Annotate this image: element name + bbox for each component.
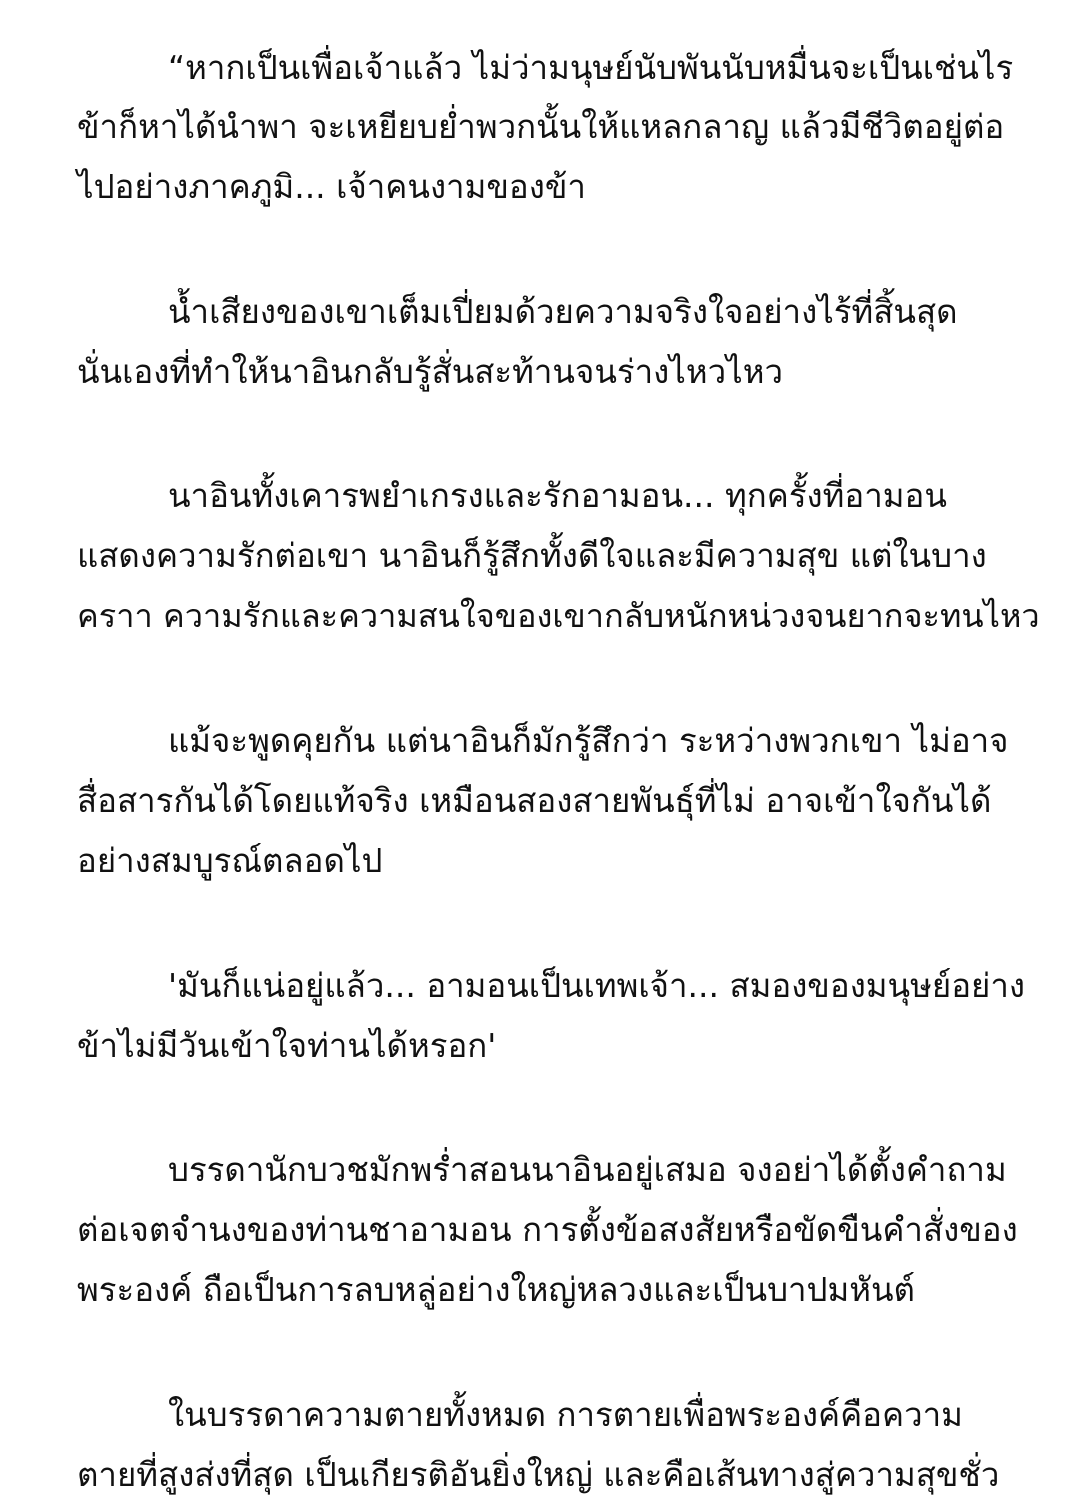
paragraph-1-line-3: ไปอย่างภาคภูมิ... เจ้าคนงามของข้า	[77, 167, 586, 206]
paragraph-1-line-1: “หากเป็นเพื่อเจ้าแล้ว ไม่ว่ามนุษย์นับพันนับหมื่นจะเป็นเช่นไร	[168, 48, 1014, 87]
paragraph-3-line-2: แสดงความรักต่อเขา นาอินก็รู้สึกทั้งดีใจและมีความสุข แต่ในบาง	[77, 536, 987, 575]
paragraph-6-line-2: ต่อเจตจำนงของท่านชาอามอน การตั้งข้อสงสัยหรือขัดขืนคำสั่งของ	[77, 1210, 1018, 1249]
paragraph-6-line-1: บรรดานักบวชมักพร่ำสอนนาอินอยู่เสมอ จงอย่าได้ตั้งคำถาม	[168, 1150, 1007, 1189]
paragraph-5-line-2: ข้าไม่มีวันเข้าใจท่านได้หรอก'	[77, 1026, 497, 1065]
paragraph-7-line-1: ในบรรดาความตายทั้งหมด การตายเพื่อพระองค์คือความ	[168, 1395, 963, 1434]
paragraph-4-line-1: แม้จะพูดคุยกัน แต่นาอินก็มักรู้สึกว่า ระหว่างพวกเขา ไม่อาจ	[168, 721, 1009, 760]
paragraph-3-line-3: คราา ความรักและความสนใจของเขากลับหนักหน่วงจนยากจะทนไหว	[77, 597, 1040, 635]
paragraph-2-line-1: น้ำเสียงของเขาเต็มเปี่ยมด้วยความจริงใจอย่างไร้ที่สิ้นสุด	[168, 292, 958, 331]
paragraph-7-line-2: ตายที่สูงส่งที่สุด เป็นเกียรติอันยิ่งใหญ่ และคือเส้นทางสู่ความสุขชั่ว	[77, 1455, 1000, 1494]
paragraph-2-line-2: นั่นเองที่ทำให้นาอินกลับรู้สั่นสะท้านจนร่างไหวไหว	[77, 352, 784, 391]
paragraph-4-line-2: สื่อสารกันได้โดยแท้จริง เหมือนสองสายพันธุ์ที่ไม่ อาจเข้าใจกันได้	[77, 781, 992, 820]
paragraph-4-line-3: อย่างสมบูรณ์ตลอดไป	[77, 841, 383, 880]
paragraph-6-line-3: พระองค์ ถือเป็นการลบหลู่อย่างใหญ่หลวงและเป็นบาปมหันต์	[77, 1270, 915, 1309]
paragraph-3-line-1: นาอินทั้งเคารพยำเกรงและรักอามอน... ทุกครั้งที่อามอน	[168, 476, 947, 515]
paragraph-1-line-2: ข้าก็หาได้นำพา จะเหยียบย่ำพวกนั้นให้แหลกลาญ แล้วมีชีวิตอยู่ต่อ	[77, 107, 1005, 146]
paragraph-5-line-1: 'มันก็แน่อยู่แล้ว... อามอนเป็นเทพเจ้า... สมองของมนุษย์อย่าง	[168, 966, 1026, 1005]
